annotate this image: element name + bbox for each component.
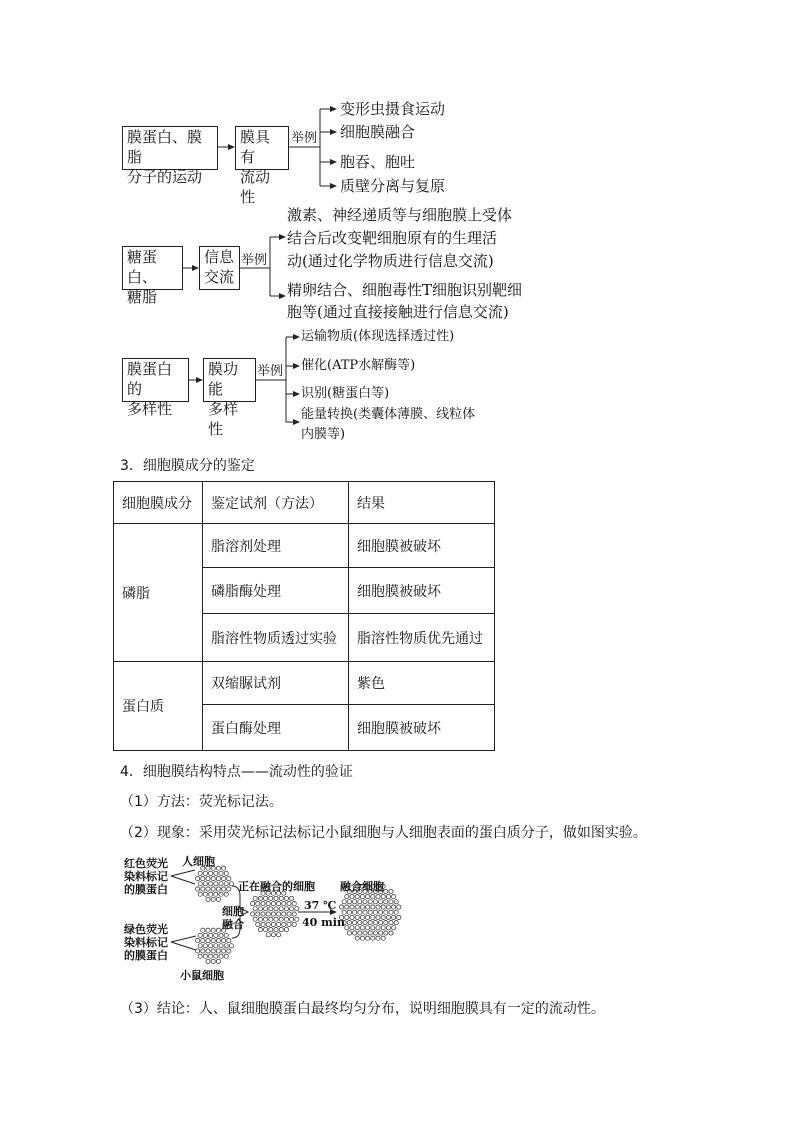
human-cell-cluster xyxy=(196,866,234,901)
diagram1-property-line1: 膜具有 xyxy=(240,128,271,166)
fusing-cell-cluster xyxy=(251,891,299,937)
human-cell-label: 人细胞 xyxy=(182,855,215,868)
diagram2-item1-line3: 动(通过化学物质进行信息交流) xyxy=(287,252,494,270)
section3-heading: 3．细胞膜成分的鉴定 xyxy=(120,458,255,474)
table-header-cell: 结果 xyxy=(349,482,495,524)
red-label-line: 染料标记 xyxy=(124,870,168,883)
table-row xyxy=(114,524,495,568)
method-text: （1）方法：荧光标记法。 xyxy=(120,794,283,810)
diagram3-function-box xyxy=(203,358,256,438)
diagram1-item: 质壁分离与复原 xyxy=(340,177,446,195)
table-row xyxy=(114,662,495,705)
diagram1-property-box xyxy=(235,126,289,206)
green-label-line: 的膜蛋白 xyxy=(124,949,168,962)
mouse-cell-label: 小鼠细胞 xyxy=(180,969,224,982)
section4-heading: 4．细胞膜结构特点——流动性的验证 xyxy=(120,764,353,780)
fusion-label xyxy=(222,905,244,931)
diagram3-item4-line1: 能量转换(类囊体薄膜、线粒体 xyxy=(301,407,476,422)
diagram3-item2: 催化(ATP水解酶等) xyxy=(301,358,416,373)
diagram1-source-line2: 分子的运动 xyxy=(127,168,203,186)
diagram3-function-line2: 多样性 xyxy=(208,400,239,438)
fusion-label-line: 融合 xyxy=(222,918,244,931)
table-header-cell: 鉴定试剂（方法） xyxy=(203,482,349,524)
red-label-line: 的膜蛋白 xyxy=(124,883,168,896)
diagram1-item: 胞吞、胞吐 xyxy=(340,153,416,171)
table-header-row xyxy=(114,482,495,524)
diagram2-function-line1: 信息 xyxy=(204,248,235,266)
green-label-line: 染料标记 xyxy=(124,936,168,949)
table-result-cell: 细胞膜被破坏 xyxy=(349,524,495,568)
diagram1-source-box xyxy=(122,126,218,186)
diagram2-source-box xyxy=(122,246,183,306)
table-component-cell: 蛋白质 xyxy=(114,662,203,751)
mouse-cell-cluster xyxy=(196,928,234,963)
table-result-cell: 紫色 xyxy=(349,662,495,705)
diagram2-item2-line2: 胞等(通过直接接触进行信息交流) xyxy=(287,303,509,321)
diagram1-item: 细胞膜融合 xyxy=(340,123,416,141)
diagram2-function-box xyxy=(199,246,240,290)
red-label-line: 红色荧光 xyxy=(124,857,168,870)
table-result-cell: 脂溶性物质优先通过 xyxy=(349,614,495,662)
diagram2-source-line1: 糖蛋白、 xyxy=(127,248,158,286)
table-method-cell: 脂溶剂处理 xyxy=(203,524,349,568)
diagram3-example-label: 举例 xyxy=(257,364,284,379)
diagram1-property-line2: 流动性 xyxy=(240,168,271,206)
diagram2-function-line2: 交流 xyxy=(204,268,235,286)
diagram1-source-line1: 膜蛋白、膜脂 xyxy=(127,128,203,166)
red-label xyxy=(124,857,168,896)
table-method-cell: 蛋白酶处理 xyxy=(203,705,349,751)
diagram3-item1: 运输物质(体现选择透过性) xyxy=(301,329,455,344)
diagram1-example-label: 举例 xyxy=(291,131,318,146)
diagram3-source-line1: 膜蛋白的 xyxy=(127,360,173,398)
time-label: 40 min xyxy=(302,916,345,929)
fusion-label-line: 细胞 xyxy=(222,905,244,918)
green-label xyxy=(124,923,168,962)
diagram3-source-line2: 多样性 xyxy=(127,400,173,418)
diagram2-item1-line2: 结合后改变靶细胞原有的生理活 xyxy=(287,229,498,247)
table-method-cell: 脂溶性物质透过实验 xyxy=(203,614,349,662)
table-result-cell: 细胞膜被破坏 xyxy=(349,705,495,751)
fusing-cell-label: 正在融合的细胞 xyxy=(238,880,315,893)
diagram3-item4-line2: 内膜等) xyxy=(301,427,346,442)
table-method-cell: 磷脂酶处理 xyxy=(203,568,349,614)
green-label-line: 绿色荧光 xyxy=(124,923,168,936)
table-result-cell: 细胞膜被破坏 xyxy=(349,568,495,614)
diagram2-source-line2: 糖脂 xyxy=(127,288,158,306)
diagram3-source-box xyxy=(122,358,189,418)
fused-cell-label: 融合细胞 xyxy=(340,880,384,893)
table-header-cell: 细胞膜成分 xyxy=(114,482,203,524)
phenomenon-text: （2）现象：采用荧光标记法标记小鼠细胞与人细胞表面的蛋白质分子，做如图实验。 xyxy=(120,825,647,841)
table-component-cell: 磷脂 xyxy=(114,524,203,662)
diagram2-item1-line1: 激素、神经递质等与细胞膜上受体 xyxy=(287,206,513,224)
conclusion-text: （3）结论：人、鼠细胞膜蛋白最终均匀分布，说明细胞膜具有一定的流动性。 xyxy=(120,1001,605,1017)
temperature-label: 37 ℃ xyxy=(304,899,337,912)
diagram3-item3: 识别(糖蛋白等) xyxy=(301,386,390,401)
diagram2-example-label: 举例 xyxy=(241,253,268,268)
diagram3-function-line1: 膜功能 xyxy=(208,360,239,398)
identification-table xyxy=(113,481,495,751)
diagram2-item2-line1: 精卵结合、细胞毒性T细胞识别靶细 xyxy=(287,281,523,299)
diagram1-item: 变形虫摄食运动 xyxy=(340,100,446,118)
table-method-cell: 双缩脲试剂 xyxy=(203,662,349,705)
